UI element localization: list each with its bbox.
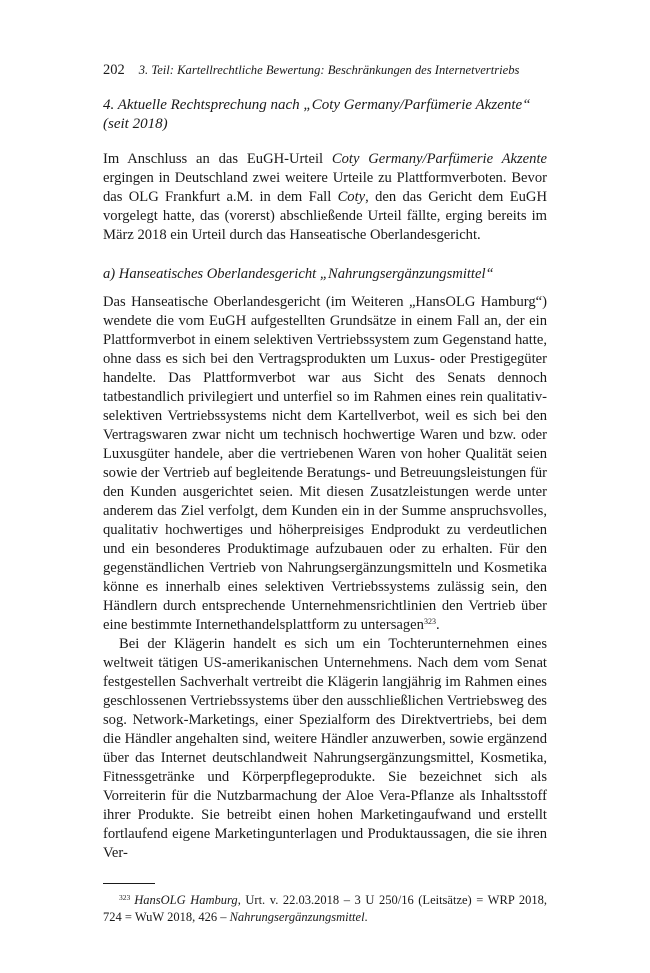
footnote-reference[interactable]: 323: [423, 617, 436, 626]
page-number: 202: [103, 62, 125, 78]
book-page: [103, 60, 547, 926]
section-heading: 4. Aktuelle Rechtsprechung nach „Coty Germany/Parfümerie Akzente“ (seit 2018): [103, 97, 531, 132]
body-paragraph-2: Bei der Klägerin handelt es sich um ein Tochterunternehmen eines weltweit tätigen US-amerikanischen Unternehmens. Nach dem vom Senat festgestellen Sachverhalt vertreibt die Klägerin langjährig im Rahmen eines geschlossenen Vertriebssystems über den ausschließlichen Vertriebsweg des sog. Network-Marketings, einer Spezialform des Direktvertriebs, bei dem die Händler angehalten sind, weitere Händler anzuwerben, sowie ergänzend über das Internet deutschlandweit Nahrungsergänzungsmittel, Kosmetika, Fitnessgetränke und Körperpflegeprodukte. Sie bezeichnet sich als Vorreiterin für die Nutzbarmachung der Aloe Vera-Pflanze als Inhaltsstoff ihrer Produkte. Sie betreibt einen hohen Marketingaufwand und erstellt fortlaufend eigene Marketingunterlagen und Produktaussagen, die sie ihren Ver-: [103, 636, 547, 861]
body-paragraph-1: Das Hanseatische Oberlandesgericht (im Weiteren „HansOLG Hamburg“) wendete die vom EuGH aufgestellten Grundsätze in einem Fall an, der ein Plattformverbot in einem selektiven Vertriebssystem zum Gegenstand hatte, ohne dass es sich bei den Vertragsprodukten um Luxus- oder Prestigegüter handelte. Das Plattformverbot war aus Sicht des Senats dennoch tatbestandlich privilegiert und unterfiel so im Rahmen eines rein qualitativ-selektiven Vertriebssystems nicht dem Kartellverbot, weil es sich bei den Vertragswaren zwar nicht um technisch hochwertige Waren und bzw. oder Luxusgüter handele, aber die vertriebenen Waren von hoher Qualität seien sowie der Vertrieb auf begleitende Beratungs- und Betreuungsleistungen für den Kunden ausgerichtet seien. Mit diesen Zusatzleistungen werde unter anderem das Ziel verfolgt, dem Kunden ein in der Summe anspruchsvolles, qualitativ hochwertiges und höherpreisiges Endprodukt zu verdeutlichen und ein besonderes Produktimage aufzubauen oder zu erhalten. Für den gegenständlichen Vertrieb von Nahrungsergänzungsmitteln und Kosmetika könne es innerhalb eines selektiven Vertriebssystems zulässig sein, den Händlern durch entsprechende Unternehmensrichtlinien den Vertrieb über eine bestimmte Internethandelsplattform zu untersagen$^{323}$.: [103, 294, 547, 633]
subsection-heading: a) Hanseatisches Oberlandesgericht „Nahrungsergänzungsmittel“: [103, 266, 494, 282]
running-title: 3. Teil: Kartellrechtliche Bewertung: Beschränkungen des Internetvertriebs: [138, 63, 520, 77]
intro-paragraph: Im Anschluss an das EuGH-Urteil Coty Germany/Parfümerie Akzente ergingen in Deutschland zwei weitere Urteile zu Plattformverboten. Bevor das OLG Frankfurt a.M. in dem Fall Coty, den das Gericht dem EuGH vorgelegt hatte, das (vorerst) abschließende Urteil fällte, erging bereits im März 2018 ein Urteil durch das Hanseatische Oberlandesgericht.: [103, 151, 547, 243]
footnote-number: 323: [119, 893, 131, 902]
footnote: $^{323}$ HansOLG Hamburg, Urt. v. 22.03.2018 – 3 U 250/16 (Leitsätze) = WRP 2018, 724 = WuW 2018, 426 – Nahrungsergänzungsmittel.: [103, 893, 548, 924]
footnote-separator: [103, 883, 155, 884]
case-name-coty-germany: Coty Germany/Parfümerie Akzente: [331, 151, 547, 167]
case-name-coty: Coty: [337, 189, 366, 205]
running-header: [103, 60, 547, 80]
